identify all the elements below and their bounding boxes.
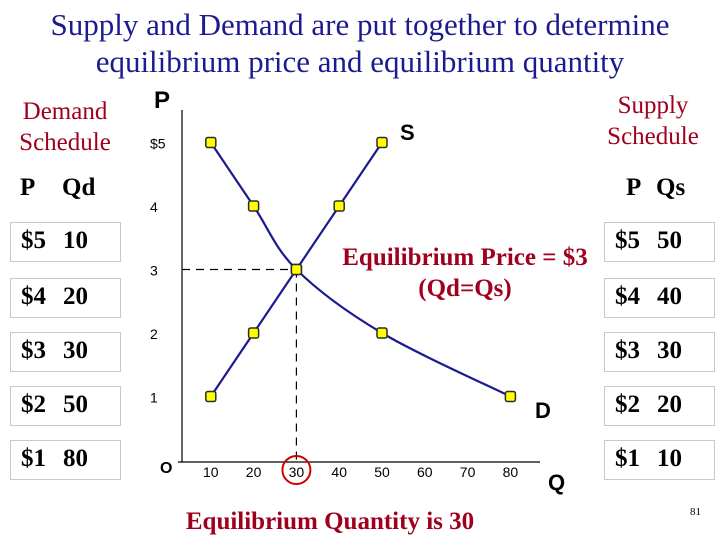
supply-point [377, 138, 387, 148]
supply-point [291, 265, 301, 275]
supply-header-line2: Schedule [607, 123, 699, 150]
supply-col-qty: Qs [656, 174, 686, 201]
supply-price: $4 [615, 283, 640, 310]
supply-qty: 20 [657, 391, 682, 418]
supply-price: $5 [615, 227, 640, 254]
x-tick-label: 10 [203, 464, 219, 480]
x-axis-label: Q [548, 470, 566, 495]
supply-qty: 30 [657, 337, 682, 364]
supply-point [249, 328, 259, 338]
demand-col-price: P [20, 174, 36, 201]
origin-label: O [160, 460, 173, 477]
demand-point [505, 392, 515, 402]
demand-qty: 10 [63, 227, 88, 254]
supply-header-line1: Supply [617, 92, 689, 119]
demand-curve-label: D [535, 398, 551, 423]
y-tick-label: 4 [150, 199, 158, 215]
page-number: 81 [690, 506, 701, 518]
demand-qty: 50 [63, 391, 88, 418]
title-line-1: Supply and Demand are put together to determine [50, 7, 670, 42]
y-tick-label: 1 [150, 389, 158, 406]
demand-point [249, 201, 259, 211]
supply-qty: 40 [657, 283, 682, 310]
supply-curve-label: S [400, 120, 415, 145]
demand-qty: 20 [63, 283, 88, 310]
supply-point [206, 392, 216, 402]
equilibrium-price-line1: Equilibrium Price = $3 [342, 244, 588, 271]
equilibrium-price-line2: (Qd=Qs) [418, 275, 512, 302]
supply-point [334, 201, 344, 211]
supply-qty: 10 [657, 445, 682, 472]
y-tick-label: 2 [150, 326, 158, 342]
equilibrium-price-label [325, 242, 605, 304]
supply-qty: 50 [657, 227, 682, 254]
demand-price: $5 [21, 227, 46, 254]
demand-price: $4 [21, 283, 46, 310]
supply-price: $1 [615, 445, 640, 472]
supply-col-price: P [626, 174, 642, 201]
demand-price: $3 [21, 337, 46, 364]
y-tick-label: 3 [150, 262, 158, 279]
x-tick-label: 70 [459, 464, 476, 480]
y-tick-label: $5 [150, 135, 166, 152]
x-tick-label: 40 [331, 464, 347, 480]
x-tick-label: 20 [245, 464, 262, 480]
demand-point [377, 328, 387, 338]
title-line-2: equilibrium price and equilibrium quantity [95, 44, 625, 79]
demand-header-line1: Demand [22, 98, 108, 125]
supply-price: $2 [615, 391, 640, 418]
supply-price: $3 [615, 337, 640, 364]
equilibrium-quantity-label: Equilibrium Quantity is 30 [185, 508, 475, 535]
demand-qty: 80 [63, 445, 88, 472]
x-tick-label: 50 [374, 464, 390, 480]
demand-col-qty: Qd [62, 174, 96, 201]
demand-price: $2 [21, 391, 46, 418]
demand-qty: 30 [63, 337, 88, 364]
demand-price: $1 [21, 445, 46, 472]
x-tick-label: 60 [417, 464, 433, 480]
y-axis-label: P [154, 87, 171, 114]
demand-point [206, 138, 216, 148]
x-tick-label: 80 [502, 464, 519, 480]
demand-header-line2: Schedule [19, 129, 111, 156]
x-tick-label: 30 [288, 464, 305, 480]
